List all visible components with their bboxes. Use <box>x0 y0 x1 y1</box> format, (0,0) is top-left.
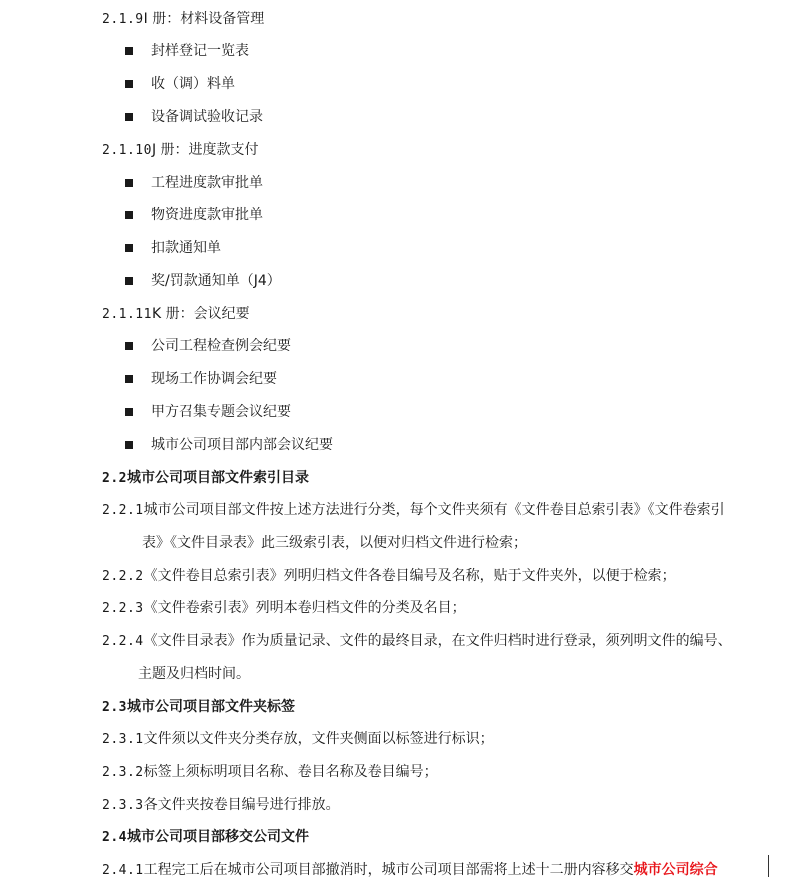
paragraph-number: 2.2.4 <box>102 634 144 649</box>
paragraph-2-3-1 <box>102 729 494 750</box>
paragraph-number: 2.2.1 <box>102 503 144 518</box>
paragraph-2-3-3 <box>102 795 340 816</box>
bullet-square-icon <box>125 113 133 121</box>
paragraph-text: 《文件卷目总索引表》列明归档文件各卷目编号及名称，贴于文件夹外，以便于检索； <box>143 568 676 584</box>
paragraph-2-2-4 <box>102 631 732 652</box>
section-number: 2.4 <box>102 830 127 845</box>
paragraph-number: 2.3.2 <box>102 765 144 780</box>
paragraph-2-2-4-continuation: 主题及归档时间。 <box>138 666 250 682</box>
paragraph-2-2-1 <box>102 500 725 521</box>
subsection-2-1-9 <box>102 9 264 30</box>
paragraph-number: 2.4.1 <box>102 863 144 878</box>
bullet-square-icon <box>125 80 133 88</box>
bullet-square-icon <box>125 47 133 55</box>
section-title: J 册：进度款支付 <box>151 142 259 158</box>
bullet-square-icon <box>125 441 133 449</box>
section-title: 城市公司项目部文件索引目录 <box>126 470 309 486</box>
list-item: 封样登记一览表 <box>151 43 249 59</box>
paragraph-text: 城市公司项目部文件按上述方法进行分类，每个文件夹须有《文件卷目总索引表》《文件卷索引 <box>143 502 725 518</box>
bullet-square-icon <box>125 211 133 219</box>
list-item: 扣款通知单 <box>151 240 221 256</box>
bullet-square-icon <box>125 342 133 350</box>
section-number: 2.2 <box>102 471 127 486</box>
section-number: 2.1.9 <box>102 12 144 27</box>
bullet-square-icon <box>125 375 133 383</box>
paragraph-number: 2.2.2 <box>102 569 144 584</box>
bullet-square-icon <box>125 179 133 187</box>
paragraph-2-2-3 <box>102 598 466 619</box>
paragraph-number: 2.3.1 <box>102 732 144 747</box>
section-number: 2.1.10 <box>102 143 152 158</box>
text-cursor <box>768 855 769 877</box>
list-item: 现场工作协调会纪要 <box>151 371 277 387</box>
paragraph-number: 2.2.3 <box>102 601 144 616</box>
section-title: K 册：会议纪要 <box>151 306 250 322</box>
subsection-2-1-10 <box>102 140 259 161</box>
paragraph-text: 各文件夹按卷目编号进行排放。 <box>143 797 340 813</box>
paragraph-2-2-1-continuation: 表》《文件目录表》此三级索引表，以便对归档文件进行检索； <box>142 535 527 551</box>
list-item: 物资进度款审批单 <box>151 207 263 223</box>
section-heading-2-3 <box>102 697 295 718</box>
paragraph-text: 《文件目录表》作为质量记录、文件的最终目录，在文件归档时进行登录，须列明文件的编号、 <box>143 633 732 649</box>
list-item: 收（调）料单 <box>151 76 235 92</box>
paragraph-text: 工程完工后在城市公司项目部撤消时，城市公司项目部需将上述十二册内容移交 <box>143 862 634 878</box>
section-heading-2-2 <box>102 468 309 489</box>
bullet-square-icon <box>125 408 133 416</box>
subsection-2-1-11 <box>102 304 250 325</box>
list-item: 设备调试验收记录 <box>151 109 263 125</box>
list-item: 甲方召集专题会议纪要 <box>151 404 291 420</box>
paragraph-text: 标签上须标明项目名称、卷目名称及卷目编号； <box>143 764 438 780</box>
section-number: 2.1.11 <box>102 307 152 322</box>
list-item: 城市公司项目部内部会议纪要 <box>151 437 333 453</box>
section-title: 城市公司项目部文件夹标签 <box>126 699 295 715</box>
highlighted-text: 城市公司综合 <box>633 862 718 878</box>
paragraph-2-3-2 <box>102 762 438 783</box>
list-item: 公司工程检查例会纪要 <box>151 338 291 354</box>
paragraph-2-2-2 <box>102 566 676 587</box>
list-item: 奖/罚款通知单（J4） <box>151 273 281 289</box>
section-title: I 册：材料设备管理 <box>143 11 265 27</box>
bullet-square-icon <box>125 244 133 252</box>
list-item: 工程进度款审批单 <box>151 175 263 191</box>
section-title: 城市公司项目部移交公司文件 <box>126 829 309 845</box>
bullet-square-icon <box>125 277 133 285</box>
paragraph-number: 2.3.3 <box>102 798 144 813</box>
section-number: 2.3 <box>102 700 127 715</box>
section-heading-2-4 <box>102 827 309 848</box>
paragraph-text: 文件须以文件夹分类存放，文件夹侧面以标签进行标识； <box>143 731 494 747</box>
paragraph-text: 《文件卷索引表》列明本卷归档文件的分类及名目； <box>143 600 466 616</box>
